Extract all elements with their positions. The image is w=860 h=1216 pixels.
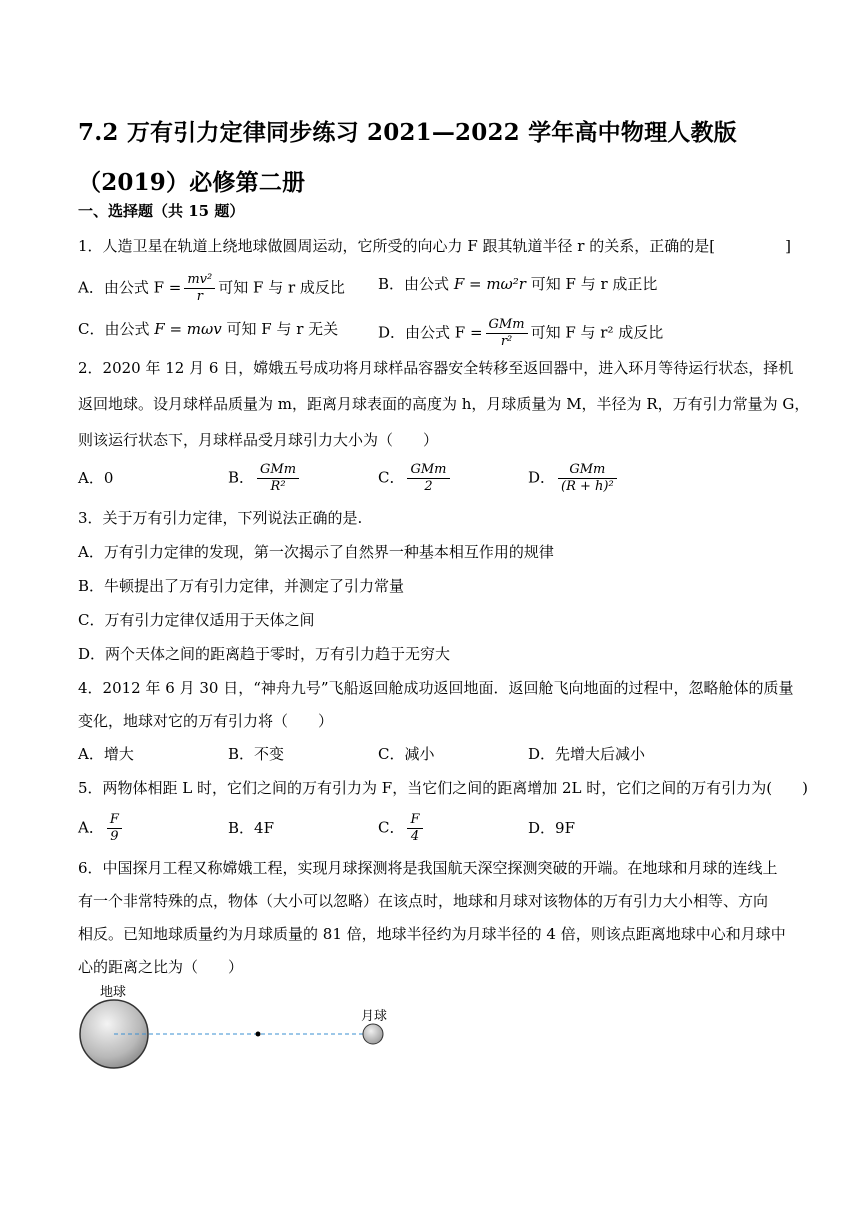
question-1-option-c: C．由公式 F = mωv 可知 F 与 r 无关 bbox=[78, 320, 339, 338]
question-2-line-1: 2．2020 年 12 月 6 日，嫦娥五号成功将月球样品容器安全转移至返回器中，进入环月等待运行状态，择机 bbox=[78, 359, 794, 377]
question-4-line-1: 4．2012 年 6 月 30 日，“神舟九号”飞船返回舱成功返回地面．返回舱飞向地面的过程中，忽略舱体的质量 bbox=[78, 679, 794, 697]
question-3-option-a: A．万有引力定律的发现，第一次揭示了自然界一种基本相互作用的规律 bbox=[78, 543, 554, 561]
question-4-line-2: 变化，地球对它的万有引力将（ ） bbox=[78, 712, 334, 730]
question-3-option-d: D．两个天体之间的距离趋于零时，万有引力趋于无穷大 bbox=[78, 645, 451, 663]
question-2-line-2: 返回地球。设月球样品质量为 m，距离月球表面的高度为 h，月球质量为 M，半径为 R，万有引力常量为 G， bbox=[78, 395, 810, 413]
question-3-stem: 3．关于万有引力定律，下列说法正确的是. bbox=[78, 509, 363, 527]
equilibrium-point bbox=[256, 1032, 261, 1037]
question-5-option-d: D．9F bbox=[528, 819, 575, 837]
question-6-line-1: 6．中国探月工程又称嫦娥工程，实现月球探测将是我国航天深空探测突破的开端。在地球和月球的连线上 bbox=[78, 859, 778, 877]
fraction: $\frac{\text{mv²}}{r}$ bbox=[184, 272, 215, 305]
question-2-option-d: D． $\frac{\text{GMm}}{\text{(R + h)²}}$ bbox=[528, 462, 620, 495]
question-3-option-b: B．牛顿提出了万有引力定律，并测定了引力常量 bbox=[78, 577, 405, 595]
question-6-line-2: 有一个非常特殊的点，物体（大小可以忽略）在该点时，地球和月球对该物体的万有引力大小相等、方向 bbox=[78, 892, 769, 910]
question-4-option-b: B．不变 bbox=[228, 745, 285, 763]
question-2-option-a: A．0 bbox=[78, 469, 114, 487]
question-4-option-d: D．先增大后减小 bbox=[528, 745, 646, 763]
question-1-option-d: D．由公式 F = $\frac{\text{GMm}}{\text{r²}}$ 可知 F 与 r² 成反比 bbox=[378, 317, 664, 349]
question-4-option-a: A．增大 bbox=[78, 745, 134, 763]
question-1-option-a: A．由公式 F = $\frac{\text{mv²}}{r}$ 可知 F 与 r 成反比 bbox=[78, 272, 345, 304]
question-3-option-c: C．万有引力定律仅适用于天体之间 bbox=[78, 611, 315, 629]
question-5-option-a: A． $\frac{F}{9}$ bbox=[78, 812, 125, 845]
section-heading: 一、选择题（共 15 题） bbox=[78, 202, 245, 220]
fraction: $\frac{\text{GMm}}{\text{r²}}$ bbox=[486, 317, 528, 350]
question-2-option-c: C． $\frac{\text{GMm}}{2}$ bbox=[378, 462, 453, 495]
question-5-option-c: C． $\frac{F}{4}$ bbox=[378, 812, 426, 845]
question-5-option-b: B．4F bbox=[228, 819, 274, 837]
question-5-stem: 5．两物体相距 L 时，它们之间的万有引力为 F，当它们之间的距离增加 2L 时，它们之间的万有引力为( ) bbox=[78, 779, 808, 797]
earth-label: 地球 bbox=[100, 985, 127, 1000]
question-1-option-b: B．由公式 F = mω²r 可知 F 与 r 成正比 bbox=[378, 275, 658, 293]
page-title: 7.2 万有引力定律同步练习 2021—2022 学年高中物理人教版（2019）必修第二册 bbox=[78, 119, 737, 196]
moon-label: 月球 bbox=[361, 1009, 388, 1024]
question-6-line-4: 心的距离之比为（ ） bbox=[78, 958, 244, 976]
question-6-line-3: 相反。已知地球质量约为月球质量的 81 倍，地球半径约为月球半径的 4 倍，则该点距离地球中心和月球中 bbox=[78, 925, 786, 943]
moon-circle bbox=[363, 1024, 383, 1044]
question-4-option-c: C．减小 bbox=[378, 745, 435, 763]
question-2-option-b: B． $\frac{\text{GMm}}{\text{R²}}$ bbox=[228, 462, 302, 495]
earth-moon-svg bbox=[70, 980, 400, 1080]
question-1-stem: 1．人造卫星在轨道上绕地球做圆周运动，它所受的向心力 F 跟其轨道半径 r 的关系，正确的是[ ] bbox=[78, 237, 791, 255]
question-2-line-3: 则该运行状态下，月球样品受月球引力大小为（ ） bbox=[78, 431, 439, 449]
earth-moon-diagram bbox=[70, 980, 400, 1084]
